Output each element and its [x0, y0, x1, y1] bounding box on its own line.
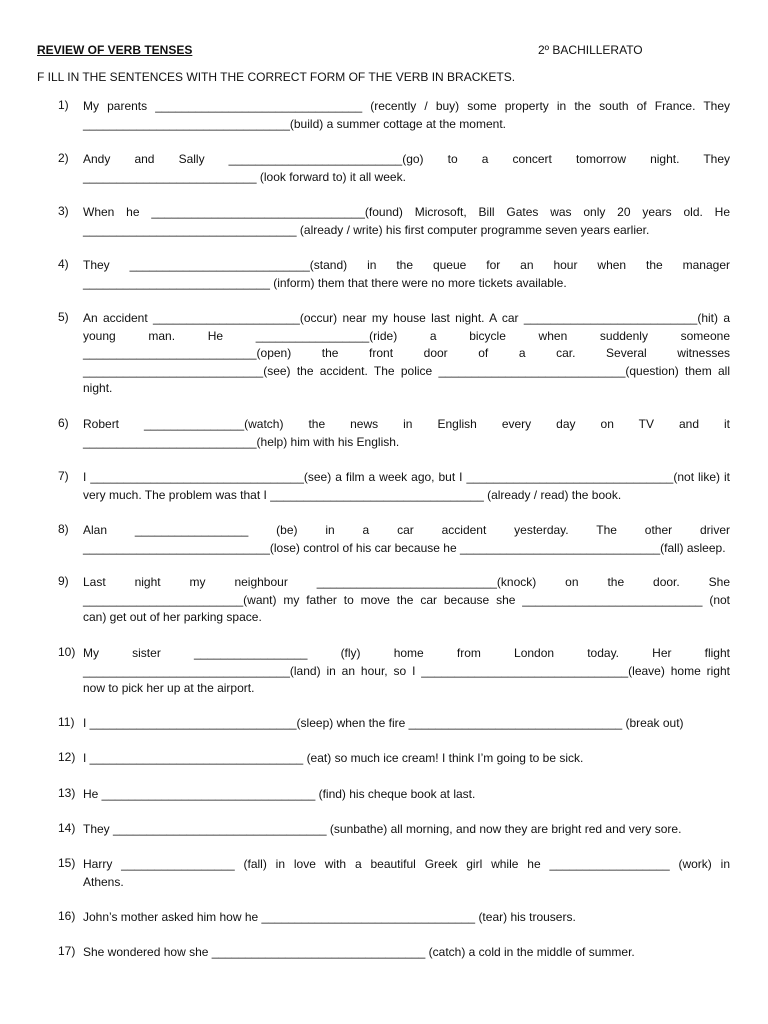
exercise-text	[83, 151, 730, 186]
exercise-text	[83, 909, 730, 927]
exercise-text	[83, 574, 730, 627]
exercise-number: 11)	[58, 715, 75, 729]
exercise-line: When he ________________________________(found) Microsoft, Bill Gates was only 20 years old. He	[83, 205, 730, 219]
exercise-number: 17)	[58, 944, 76, 958]
exercise-number: 12)	[58, 750, 76, 764]
exercise-number: 10)	[58, 645, 76, 659]
exercise-line: Athens.	[83, 874, 124, 889]
exercise-line: __________________________(open) the front door of a car. Several witnesses	[83, 346, 730, 361]
instructions: F ILL IN THE SENTENCES WITH THE CORRECT FORM OF THE VERB IN BRACKETS.	[37, 70, 516, 84]
exercise-number: 6)	[58, 416, 69, 430]
exercise-number: 9)	[58, 574, 69, 588]
exercise-text	[83, 786, 730, 804]
exercise-line: He ________________________________ (find) his cheque book at last.	[83, 787, 476, 801]
exercise-line: Andy and Sally __________________________(go) to a concert tomorrow night. They	[83, 152, 730, 166]
exercise-line: They ___________________________(stand) in the queue for an hour when the manager	[83, 258, 730, 272]
exercise-line: __________________________ (look forward to) it all week.	[83, 169, 406, 184]
exercise-line: night.	[83, 381, 113, 396]
exercise-line: very much. The problem was that I ________________________________ (already / read) the book.	[83, 487, 622, 502]
exercise-line: I ________________________________ (eat) so much ice cream! I think I’m going to be sick.	[83, 751, 584, 765]
exercise-line: I ________________________________(see) a film a week ago, but I _______________________________(not like) it	[83, 470, 730, 484]
exercise-line: ____________________________(lose) control of his car because he ______________________________(fall) asleep.	[83, 540, 726, 555]
exercise-line: They ________________________________ (sunbathe) all morning, and now they are bright red and very sore.	[83, 822, 682, 836]
exercise-line: ________________________________ (already / write) his first computer programme seven years earlier.	[83, 222, 650, 237]
exercise-text	[83, 944, 730, 962]
exercise-line: now to pick her up at the airport.	[83, 681, 255, 696]
exercise-line: young man. He _________________(ride) a bicycle when suddenly someone	[83, 328, 730, 343]
exercise-text	[83, 522, 730, 557]
course-label: 2º BACHILLERATO	[538, 43, 643, 57]
exercise-line: ____________________________ (inform) them that there were no more tickets available.	[83, 275, 567, 290]
exercise-number: 5)	[58, 310, 69, 324]
worksheet-header	[37, 43, 730, 61]
exercise-text	[83, 257, 730, 292]
exercise-number: 7)	[58, 469, 69, 483]
exercise-number: 2)	[58, 151, 69, 165]
exercise-line: __________________________(help) him with his English.	[83, 434, 400, 449]
exercise-line: _______________________________(land) in an hour, so I _______________________________(leave) home right	[83, 663, 730, 678]
exercise-line: My sister _________________ (fly) home from London today. Her flight	[83, 646, 730, 660]
exercise-line: My parents _______________________________ (recently / buy) some property in the south of France. They	[83, 99, 730, 113]
exercise-number: 16)	[58, 909, 76, 923]
exercise-line: John’s mother asked him how he ________________________________ (tear) his trousers.	[83, 910, 576, 924]
exercise-line: An accident ______________________(occur) near my house last night. A car __________________________(hit) a	[83, 311, 730, 325]
exercise-line: _______________________________(build) a summer cottage at the moment.	[83, 116, 506, 131]
exercise-line: Robert _______________(watch) the news in English every day on TV and it	[83, 417, 730, 431]
exercise-number: 4)	[58, 257, 69, 271]
worksheet-title: REVIEW OF VERB TENSES	[37, 43, 193, 57]
exercise-line: Harry _________________ (fall) in love with a beautiful Greek girl while he __________________ (work) in	[83, 857, 730, 871]
exercise-text	[83, 715, 730, 733]
exercise-number: 14)	[58, 821, 76, 835]
exercise-number: 8)	[58, 522, 69, 536]
exercise-line: Last night my neighbour ___________________________(knock) on the door. She	[83, 575, 730, 589]
exercise-text	[83, 416, 730, 451]
exercise-line: I _______________________________(sleep) when the fire ________________________________ (break out)	[83, 716, 684, 730]
exercise-text	[83, 856, 730, 891]
exercise-line: ___________________________(see) the accident. The police ____________________________(question) them all	[83, 363, 730, 378]
exercise-line: ________________________(want) my father to move the car because she ___________________________ (not	[83, 592, 730, 607]
exercise-text	[83, 98, 730, 133]
exercise-number: 13)	[58, 786, 76, 800]
exercise-text	[83, 750, 730, 768]
exercise-line: Alan _________________ (be) in a car accident yesterday. The other driver	[83, 523, 730, 537]
exercise-number: 1)	[58, 98, 69, 112]
exercise-line: She wondered how she ________________________________ (catch) a cold in the middle of summer.	[83, 945, 635, 959]
exercise-text	[83, 310, 730, 398]
exercise-line: can) get out of her parking space.	[83, 610, 262, 625]
exercise-number: 15)	[58, 856, 76, 870]
exercise-text	[83, 469, 730, 504]
exercise-text	[83, 645, 730, 698]
exercise-text	[83, 821, 730, 839]
exercise-text	[83, 204, 730, 239]
exercise-number: 3)	[58, 204, 69, 218]
